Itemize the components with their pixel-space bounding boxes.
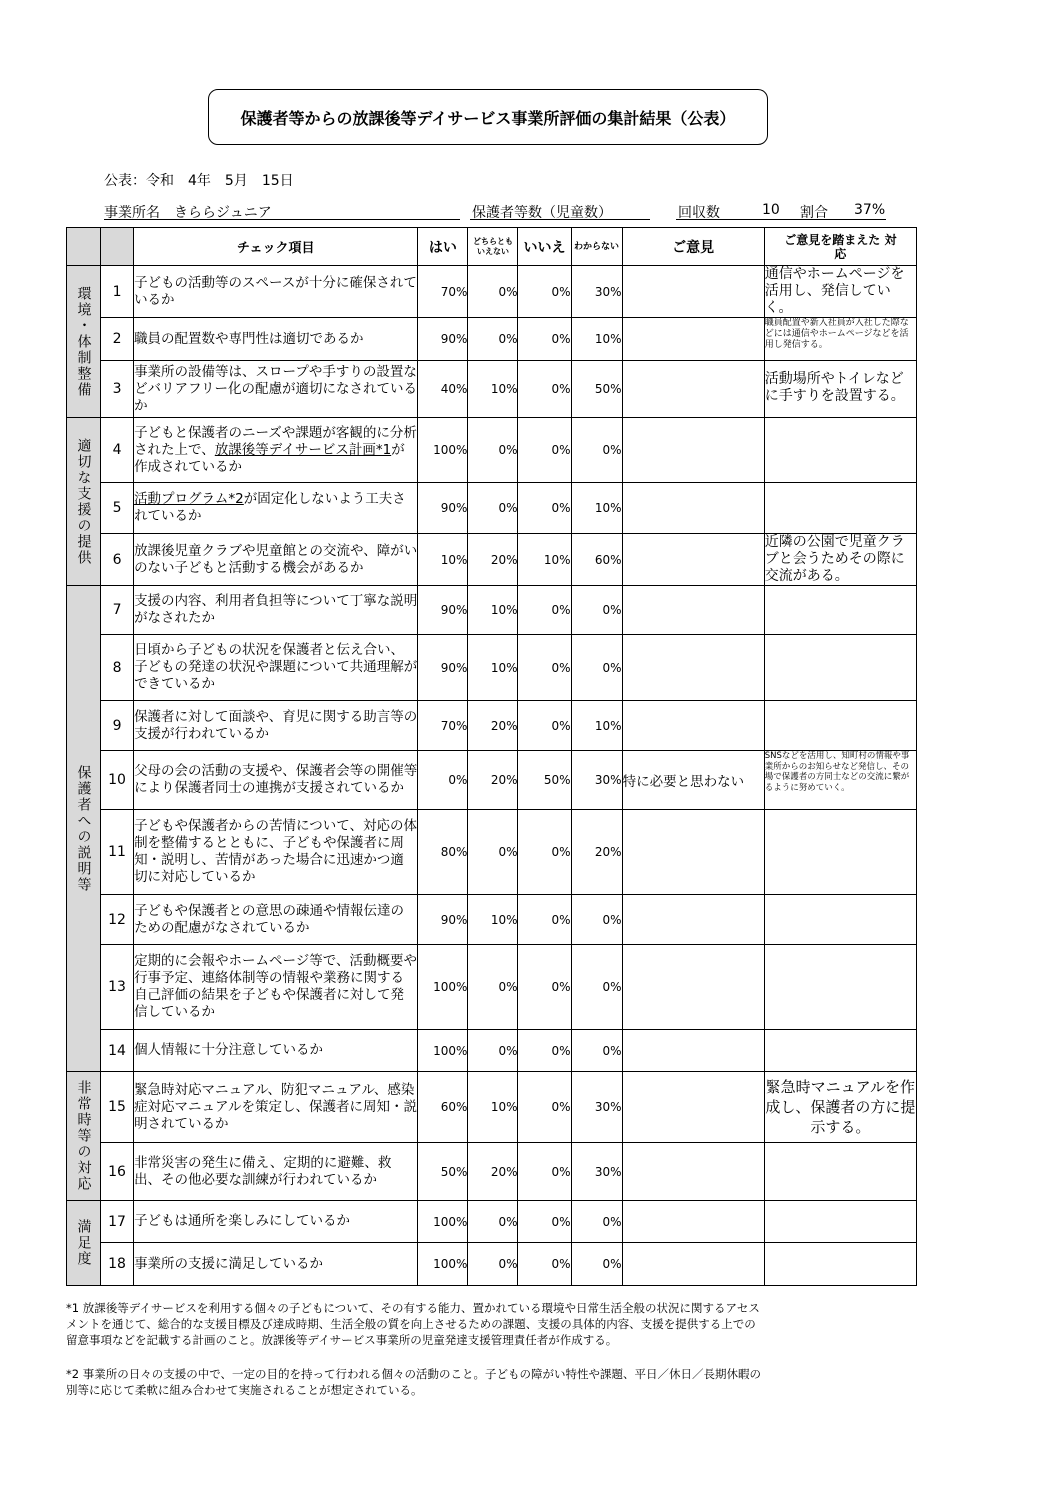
response-cell xyxy=(764,635,916,701)
pct-neither: 0% xyxy=(468,1030,518,1072)
response-cell xyxy=(764,418,916,483)
pct-no: 0% xyxy=(518,1201,571,1243)
pct-yes: 60% xyxy=(418,1072,468,1143)
row-number: 12 xyxy=(101,895,134,945)
row-number: 10 xyxy=(101,751,134,810)
table-row xyxy=(67,318,917,361)
pct-no: 0% xyxy=(518,1143,571,1201)
row-number: 13 xyxy=(101,945,134,1030)
table-row xyxy=(67,945,917,1030)
response-cell xyxy=(764,483,916,534)
pct-yes: 0% xyxy=(418,751,468,810)
check-item: 職員の配置数や専門性は適切であるか xyxy=(134,318,418,361)
response-cell xyxy=(764,1201,916,1243)
check-item: 定期的に会報やホームページ等で、活動概要や行事予定、連絡体制等の情報や業務に関する自己評価の結果を子どもや保護者に対して発信しているか xyxy=(134,945,418,1030)
row-number: 3 xyxy=(101,361,134,418)
opinion-cell xyxy=(622,483,764,534)
pct-unknown: 0% xyxy=(571,895,622,945)
check-item: 子どもや保護者からの苦情について、対応の体制を整備するとともに、子どもや保護者に周知・説明し、苦情があった場合に迅速かつ適切に対応しているか xyxy=(134,810,418,895)
pct-neither: 0% xyxy=(468,318,518,361)
pct-no: 50% xyxy=(518,751,571,810)
collected-value: 10 xyxy=(762,202,780,218)
opinion-cell xyxy=(622,266,764,318)
office-underline xyxy=(104,219,460,220)
pct-no: 0% xyxy=(518,1030,571,1072)
pct-unknown: 10% xyxy=(571,701,622,751)
response-cell xyxy=(764,810,916,895)
check-item: 子どもは通所を楽しみにしているか xyxy=(134,1201,418,1243)
response-cell xyxy=(764,1030,916,1072)
table-row xyxy=(67,361,917,418)
pct-unknown: 30% xyxy=(571,751,622,810)
header-blank-1 xyxy=(67,228,101,266)
response-cell: 近隣の公園で児童クラブと会うためその際に交流がある。 xyxy=(764,534,916,586)
opinion-cell xyxy=(622,1072,764,1143)
opinion-cell xyxy=(622,534,764,586)
program-footnote-link: 活動プログラム*2 xyxy=(134,491,244,507)
pct-no: 0% xyxy=(518,586,571,635)
check-item: 支援の内容、利用者負担等について丁寧な説明がなされたか xyxy=(134,586,418,635)
response-cell xyxy=(764,1243,916,1286)
pct-yes: 70% xyxy=(418,701,468,751)
table-row xyxy=(67,586,917,635)
row-number: 2 xyxy=(101,318,134,361)
pct-no: 10% xyxy=(518,534,571,586)
pct-unknown: 20% xyxy=(571,810,622,895)
pct-unknown: 10% xyxy=(571,318,622,361)
row-number: 17 xyxy=(101,1201,134,1243)
opinion-cell xyxy=(622,701,764,751)
opinion-cell xyxy=(622,1243,764,1286)
pct-neither: 0% xyxy=(468,810,518,895)
pct-unknown: 50% xyxy=(571,361,622,418)
pct-unknown: 0% xyxy=(571,1243,622,1286)
footnote-2: *2 事業所の日々の支援の中で、一定の目的を持って行われる個々の活動のこと。子どもの障がい特性や課題、平日／休日／長期休暇の別等に応じて柔軟に組み合わせて実施されることが想定されている。 xyxy=(66,1367,761,1397)
check-item: 非常災害の発生に備え、定期的に避難、救出、その他必要な訓練が行われているか xyxy=(134,1143,418,1201)
pct-neither: 20% xyxy=(468,1143,518,1201)
pct-neither: 0% xyxy=(468,1243,518,1286)
header-yes: はい xyxy=(418,228,468,266)
pct-neither: 0% xyxy=(468,483,518,534)
pct-unknown: 30% xyxy=(571,1072,622,1143)
pct-yes: 100% xyxy=(418,1243,468,1286)
table-row xyxy=(67,1072,917,1143)
category-satisfaction: 満足度 xyxy=(67,1201,101,1286)
header-no: いいえ xyxy=(518,228,571,266)
pct-yes: 80% xyxy=(418,810,468,895)
pct-unknown: 0% xyxy=(571,635,622,701)
pct-unknown: 0% xyxy=(571,945,622,1030)
row-number: 18 xyxy=(101,1243,134,1286)
pct-yes: 100% xyxy=(418,1030,468,1072)
pct-neither: 0% xyxy=(468,1201,518,1243)
table-row xyxy=(67,751,917,810)
table-row xyxy=(67,895,917,945)
opinion-cell xyxy=(622,361,764,418)
pct-no: 0% xyxy=(518,895,571,945)
row-number: 1 xyxy=(101,266,134,318)
check-item: 子どもと保護者のニーズや課題が客観的に分析された上で、放課後等デイサービス計画*1が作成されているか xyxy=(134,418,418,483)
opinion-cell xyxy=(622,810,764,895)
opinion-cell xyxy=(622,318,764,361)
pct-unknown: 30% xyxy=(571,266,622,318)
pct-yes: 70% xyxy=(418,266,468,318)
pct-yes: 90% xyxy=(418,635,468,701)
response-cell xyxy=(764,701,916,751)
pct-unknown: 30% xyxy=(571,1143,622,1201)
row-number: 5 xyxy=(101,483,134,534)
pct-yes: 100% xyxy=(418,418,468,483)
pct-no: 0% xyxy=(518,361,571,418)
pct-yes: 40% xyxy=(418,361,468,418)
response-cell xyxy=(764,1143,916,1201)
pct-neither: 20% xyxy=(468,701,518,751)
check-item: 個人情報に十分注意しているか xyxy=(134,1030,418,1072)
row-number: 14 xyxy=(101,1030,134,1072)
opinion-cell xyxy=(622,1143,764,1201)
check-item: 父母の会の活動の支援や、保護者会等の開催等により保護者同士の連携が支援されているか xyxy=(134,751,418,810)
header-opinion: ご意見 xyxy=(622,228,764,266)
pct-neither: 10% xyxy=(468,635,518,701)
pct-no: 0% xyxy=(518,483,571,534)
guardian-count-label: 保護者等数（児童数） xyxy=(472,205,612,221)
row-number: 11 xyxy=(101,810,134,895)
opinion-cell xyxy=(622,1201,764,1243)
opinion-cell xyxy=(622,945,764,1030)
check-item: 緊急時対応マニュアル、防犯マニュアル、感染症対応マニュアルを策定し、保護者に周知・説明されているか xyxy=(134,1072,418,1143)
header-blank-2 xyxy=(101,228,134,266)
row-number: 4 xyxy=(101,418,134,483)
pct-unknown: 0% xyxy=(571,1030,622,1072)
pct-neither: 10% xyxy=(468,895,518,945)
published-date: 公表：令和 4年 5月 15日 xyxy=(104,173,294,189)
pct-yes: 100% xyxy=(418,1201,468,1243)
pct-yes: 100% xyxy=(418,945,468,1030)
response-cell xyxy=(764,895,916,945)
footnote-1: *1 放課後等デイサービスを利用する個々の子どもについて、その有する能力、置かれている環境や日常生活全般の状況に関するアセスメントを通じて、総合的な支援目標及び達成時期、生活全般の質を向上させるための課題、支援の具体的内容、支援を提供する上での留意事項などを記載する計画のこと。放課後等デイサービス事業所の児童発達支援管理責任者が作成する。 xyxy=(66,1301,760,1347)
pct-no: 0% xyxy=(518,1243,571,1286)
row-number: 7 xyxy=(101,586,134,635)
header-response: ご意見を踏まえた 対応 xyxy=(764,228,916,266)
pct-neither: 0% xyxy=(468,418,518,483)
row-number: 9 xyxy=(101,701,134,751)
pct-neither: 0% xyxy=(468,945,518,1030)
pct-no: 0% xyxy=(518,266,571,318)
check-item: 日頃から子どもの状況を保護者と伝え合い、子どもの発達の状況や課題について共通理解ができているか xyxy=(134,635,418,701)
table-row xyxy=(67,1201,917,1243)
table-row xyxy=(67,1243,917,1286)
header-unknown: わからない xyxy=(571,228,622,266)
opinion-cell: 特に必要と思わない xyxy=(622,751,764,810)
pct-no: 0% xyxy=(518,701,571,751)
page-title: 保護者等からの放課後等デイサービス事業所評価の集計結果（公表） xyxy=(208,89,768,145)
check-item: 子どもの活動等のスペースが十分に確保されているか xyxy=(134,266,418,318)
table-row xyxy=(67,266,917,318)
response-cell: SNSなどを活用し、知町村の情報や事業所からのお知らせなど発信し、その場で保護者の方同士などの交流に繋がるように努めていく。 xyxy=(764,751,916,810)
pct-yes: 90% xyxy=(418,586,468,635)
pct-unknown: 0% xyxy=(571,586,622,635)
table-row xyxy=(67,483,917,534)
pct-neither: 20% xyxy=(468,751,518,810)
pct-yes: 10% xyxy=(418,534,468,586)
table-row xyxy=(67,635,917,701)
response-cell xyxy=(764,945,916,1030)
check-item: 保護者に対して面談や、育児に関する助言等の支援が行われているか xyxy=(134,701,418,751)
table-row xyxy=(67,810,917,895)
check-item: 子どもや保護者との意思の疎通や情報伝達のための配慮がなされているか xyxy=(134,895,418,945)
pct-unknown: 60% xyxy=(571,534,622,586)
table-row xyxy=(67,1143,917,1201)
pct-neither: 10% xyxy=(468,586,518,635)
pct-no: 0% xyxy=(518,810,571,895)
ratio-value: 37% xyxy=(854,202,886,218)
pct-neither: 20% xyxy=(468,534,518,586)
header-row xyxy=(67,228,917,266)
plan-footnote-link: 放課後等デイサービス計画*1 xyxy=(214,441,392,458)
office-name: 事業所名 きららジュニア xyxy=(104,205,272,221)
check-item: 放課後児童クラブや児童館との交流や、障がいのない子どもと活動する機会があるか xyxy=(134,534,418,586)
pct-unknown: 10% xyxy=(571,483,622,534)
pct-yes: 90% xyxy=(418,895,468,945)
pct-unknown: 0% xyxy=(571,418,622,483)
pct-yes: 90% xyxy=(418,318,468,361)
table-row xyxy=(67,701,917,751)
header-neither: どちらとも いえない xyxy=(468,228,518,266)
collected-underline xyxy=(676,219,886,220)
ratio-label: 割合 xyxy=(800,205,828,221)
pct-neither: 10% xyxy=(468,361,518,418)
row-number: 16 xyxy=(101,1143,134,1201)
category-env: 環境・体制整備 xyxy=(67,266,101,418)
pct-neither: 0% xyxy=(468,266,518,318)
pct-no: 0% xyxy=(518,318,571,361)
pct-no: 0% xyxy=(518,418,571,483)
table-row xyxy=(67,1030,917,1072)
table-row xyxy=(67,418,917,483)
category-explain: 保護者への説明等 xyxy=(67,586,101,1072)
response-cell: 活動場所やトイレなどに手すりを設置する。 xyxy=(764,361,916,418)
pct-yes: 50% xyxy=(418,1143,468,1201)
response-cell: 職員配置や新入社員が入社した際などには通信やホームページなどを活用し発信する。 xyxy=(764,318,916,361)
table-row xyxy=(67,534,917,586)
row-number: 6 xyxy=(101,534,134,586)
opinion-cell xyxy=(622,418,764,483)
pct-yes: 90% xyxy=(418,483,468,534)
header-check: チェック項目 xyxy=(134,228,418,266)
pct-neither: 10% xyxy=(468,1072,518,1143)
pct-no: 0% xyxy=(518,945,571,1030)
opinion-cell xyxy=(622,895,764,945)
pct-no: 0% xyxy=(518,1072,571,1143)
category-support: 適切な支援の提供 xyxy=(67,418,101,586)
check-item: 事業所の設備等は、スロープや手すりの設置などバリアフリー化の配慮が適切になされているか xyxy=(134,361,418,418)
row-number: 15 xyxy=(101,1072,134,1143)
pct-no: 0% xyxy=(518,635,571,701)
evaluation-table xyxy=(66,227,917,1286)
row-number: 8 xyxy=(101,635,134,701)
check-item: 事業所の支援に満足しているか xyxy=(134,1243,418,1286)
opinion-cell xyxy=(622,586,764,635)
response-cell: 通信やホームページを活用し、発信していく。 xyxy=(764,266,916,318)
collected-label: 回収数 xyxy=(678,205,720,221)
check-item: 活動プログラム*2が固定化しないよう工夫されているか xyxy=(134,483,418,534)
guardian-underline xyxy=(470,219,650,220)
pct-unknown: 0% xyxy=(571,1201,622,1243)
opinion-cell xyxy=(622,635,764,701)
opinion-cell xyxy=(622,1030,764,1072)
response-cell xyxy=(764,586,916,635)
category-emergency: 非常時等の対応 xyxy=(67,1072,101,1201)
response-cell: 緊急時マニュアルを作成し、保護者の方に提示する。 xyxy=(764,1072,916,1143)
